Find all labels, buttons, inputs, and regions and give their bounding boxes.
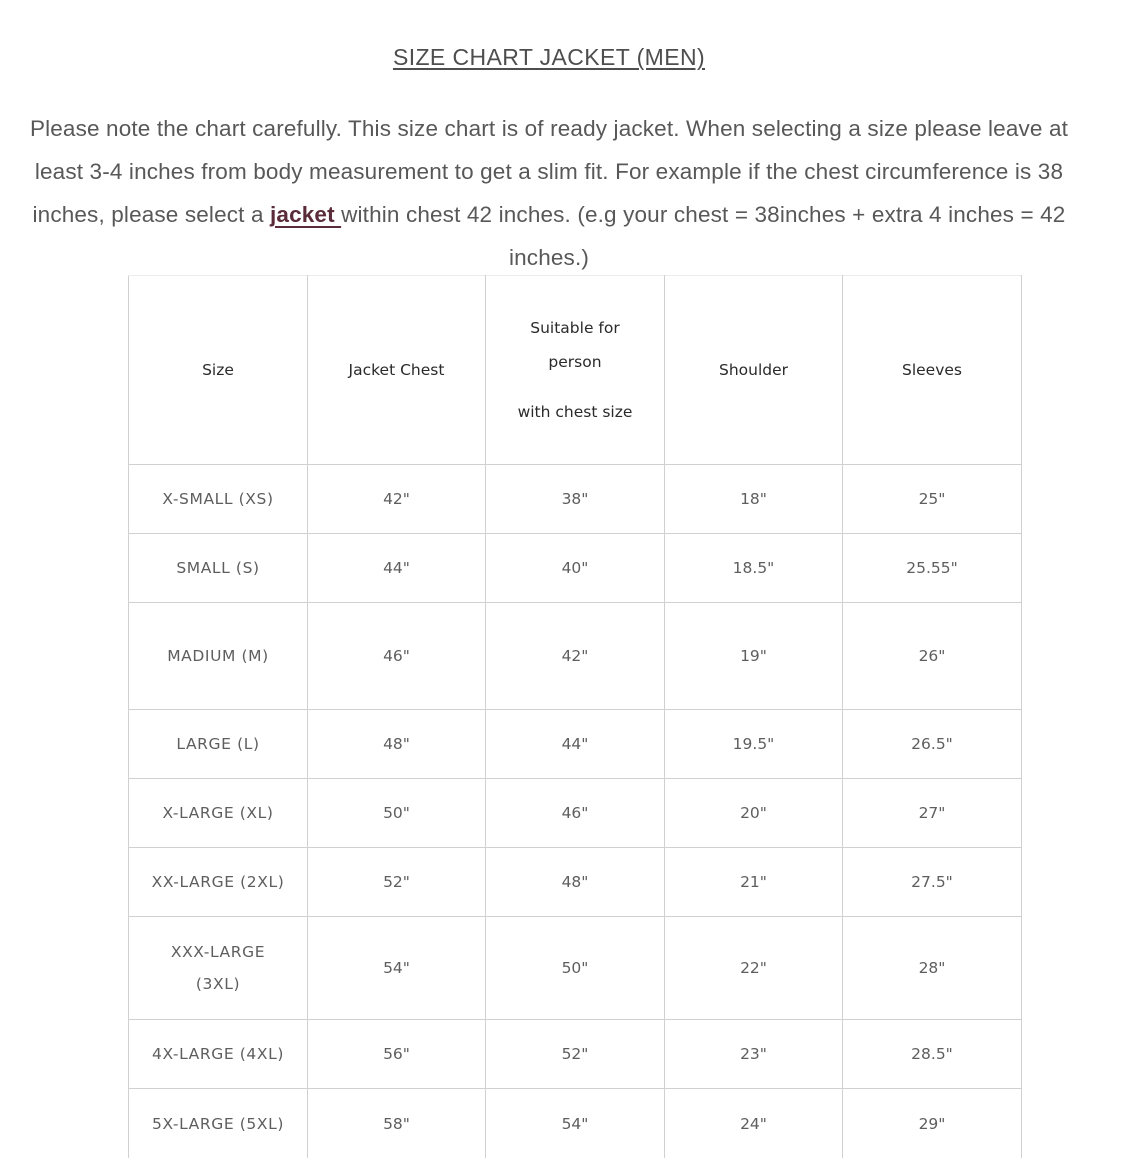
cell-jacket-chest: 46" — [308, 603, 486, 710]
cell-sleeves: 28" — [843, 917, 1022, 1020]
cell-suitable-chest: 52" — [486, 1020, 665, 1089]
intro-text-after: within chest 42 inches. (e.g your chest = 38inches + extra 4 inches = 42 inches.) — [341, 202, 1066, 270]
cell-suitable-chest: 44" — [486, 710, 665, 779]
jacket-link[interactable]: jacket — [270, 202, 342, 227]
cell-size-line2: (3XL) — [195, 975, 241, 993]
cell-size: 4X-LARGE (4XL) — [129, 1020, 308, 1089]
cell-sleeves: 26.5" — [843, 710, 1022, 779]
table-row — [129, 917, 1022, 1020]
table-row — [129, 848, 1022, 917]
cell-sleeves: 26" — [843, 603, 1022, 710]
table-row — [129, 779, 1022, 848]
cell-sleeves: 27.5" — [843, 848, 1022, 917]
cell-size: LARGE (L) — [129, 710, 308, 779]
cell-size: SMALL (S) — [129, 534, 308, 603]
header-size: Size — [129, 276, 308, 465]
cell-size: X-SMALL (XS) — [129, 465, 308, 534]
intro-paragraph — [10, 107, 1088, 279]
cell-shoulder: 18.5" — [665, 534, 843, 603]
cell-suitable-chest: 38" — [486, 465, 665, 534]
cell-shoulder: 24" — [665, 1089, 843, 1159]
cell-shoulder: 19.5" — [665, 710, 843, 779]
cell-size: 5X-LARGE (5XL) — [129, 1089, 308, 1159]
table-row — [129, 603, 1022, 710]
page-title — [0, 44, 1098, 71]
header-suitable-line3: with chest size — [517, 403, 633, 421]
cell-size: XX-LARGE (2XL) — [129, 848, 308, 917]
cell-sleeves: 28.5" — [843, 1020, 1022, 1089]
cell-size — [129, 917, 308, 1020]
cell-sleeves: 27" — [843, 779, 1022, 848]
cell-jacket-chest: 56" — [308, 1020, 486, 1089]
cell-suitable-chest: 46" — [486, 779, 665, 848]
header-suitable-chest — [486, 276, 665, 465]
cell-jacket-chest: 58" — [308, 1089, 486, 1159]
cell-shoulder: 20" — [665, 779, 843, 848]
cell-suitable-chest: 42" — [486, 603, 665, 710]
cell-sleeves: 25" — [843, 465, 1022, 534]
header-suitable-line1: Suitable for — [530, 319, 620, 337]
table-row — [129, 465, 1022, 534]
header-suitable-line2: person — [548, 353, 602, 371]
cell-sleeves: 29" — [843, 1089, 1022, 1159]
cell-shoulder: 19" — [665, 603, 843, 710]
size-chart-table — [128, 275, 1022, 1158]
table-row — [129, 534, 1022, 603]
table-row — [129, 710, 1022, 779]
table-header-row — [129, 276, 1022, 465]
header-sleeves: Sleeves — [843, 276, 1022, 465]
cell-size: X-LARGE (XL) — [129, 779, 308, 848]
cell-suitable-chest: 40" — [486, 534, 665, 603]
page-title-text: SIZE CHART JACKET (MEN) — [392, 44, 706, 70]
cell-jacket-chest: 42" — [308, 465, 486, 534]
cell-suitable-chest: 54" — [486, 1089, 665, 1159]
cell-size: MADIUM (M) — [129, 603, 308, 710]
cell-jacket-chest: 52" — [308, 848, 486, 917]
header-shoulder: Shoulder — [665, 276, 843, 465]
table-row — [129, 1089, 1022, 1159]
cell-jacket-chest: 48" — [308, 710, 486, 779]
cell-jacket-chest: 50" — [308, 779, 486, 848]
intro-text-before: Please note the chart carefully. This size chart is of ready jacket. When selecting a size please leave at least 3-4 inches from body measurement to get a slim fit. For example if the chest circumference is 38 inches, please select a — [29, 116, 1069, 227]
cell-shoulder: 21" — [665, 848, 843, 917]
cell-shoulder: 18" — [665, 465, 843, 534]
table-row — [129, 1020, 1022, 1089]
header-jacket-chest: Jacket Chest — [308, 276, 486, 465]
cell-suitable-chest: 50" — [486, 917, 665, 1020]
cell-size-line1: XXX-LARGE — [170, 943, 266, 961]
cell-shoulder: 23" — [665, 1020, 843, 1089]
cell-suitable-chest: 48" — [486, 848, 665, 917]
cell-jacket-chest: 44" — [308, 534, 486, 603]
cell-shoulder: 22" — [665, 917, 843, 1020]
cell-jacket-chest: 54" — [308, 917, 486, 1020]
cell-sleeves: 25.55" — [843, 534, 1022, 603]
